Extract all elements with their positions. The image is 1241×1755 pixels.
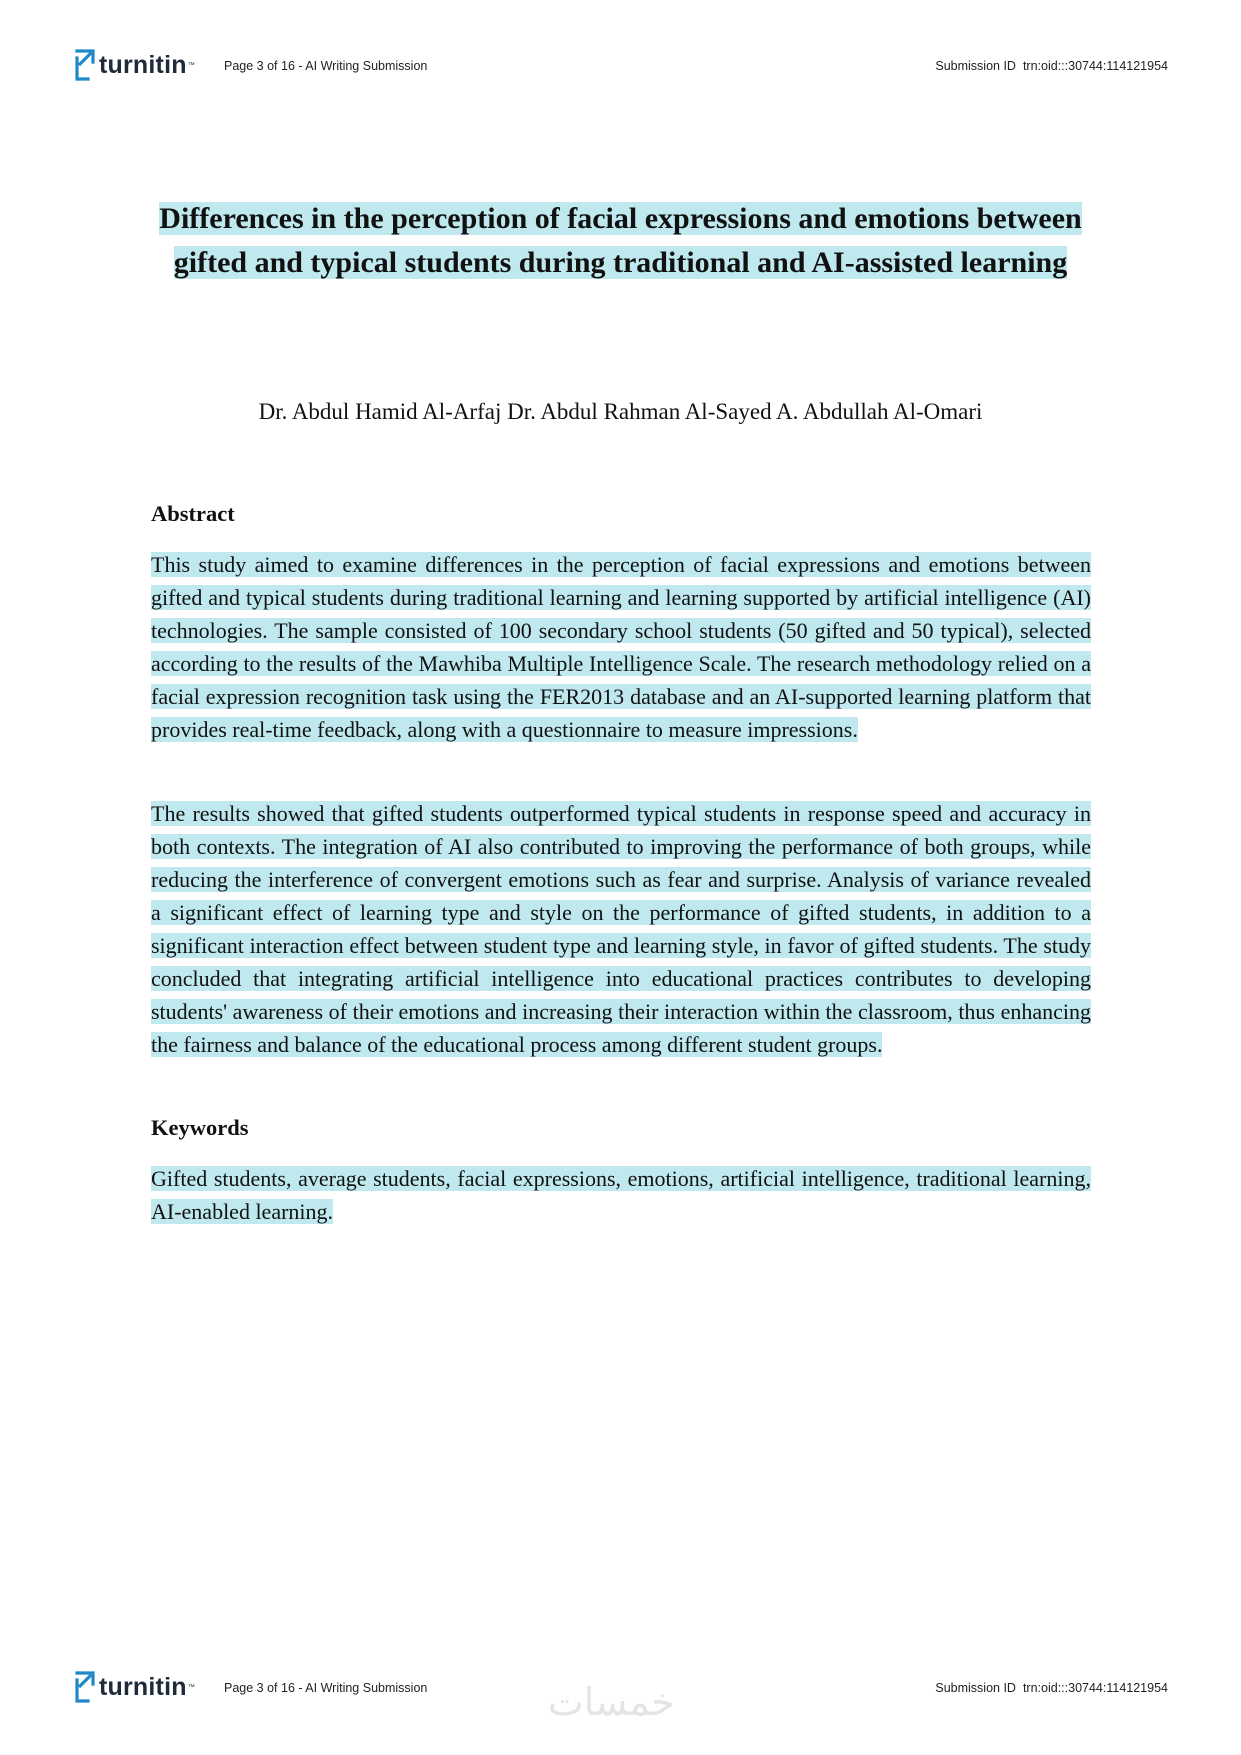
submission-id — [935, 59, 1168, 73]
document-title — [150, 197, 1091, 285]
keywords-heading: Keywords — [151, 1115, 249, 1140]
submission-id-label: Submission ID — [935, 59, 1016, 73]
turnitin-logo-footer — [74, 1670, 195, 1704]
submission-id-footer — [935, 1681, 1168, 1695]
page-header — [0, 46, 1241, 86]
submission-id-label-footer: Submission ID — [935, 1681, 1016, 1695]
keywords-text: Gifted students, average students, facial expressions, emotions, artificial intelligence, traditional learning, AI-enabled learning. — [151, 1166, 1091, 1224]
turnitin-logo — [74, 48, 195, 82]
submission-id-value: trn:oid:::30744:114121954 — [1022, 59, 1168, 73]
abstract-paragraph-2 — [151, 797, 1091, 1061]
logo-wordmark: turnitin — [99, 50, 187, 79]
logo-trademark-footer: ™ — [187, 1683, 195, 1691]
page-info-footer: Page 3 of 16 - AI Writing Submission — [224, 1681, 428, 1695]
keywords-paragraph — [151, 1162, 1091, 1228]
page-info: Page 3 of 16 - AI Writing Submission — [224, 59, 428, 73]
title-text: Differences in the perception of facial expressions and emotions between gifted and typical students during traditional and AI-assisted learning — [159, 202, 1082, 279]
abstract-paragraph-1-text: This study aimed to examine differences in the perception of facial expressions and emotions between gifted and typical students during traditional learning and learning supported by artificial intelligence (AI) technologies. The sample consisted of 100 secondary school students (50 gifted and 50 typical), selected according to the results of the Mawhiba Multiple Intelligence Scale. The research methodology relied on a facial expression recognition task using the FER2013 database and an AI-supported learning platform that provides real-time feedback, along with a questionnaire to measure impressions. — [151, 552, 1091, 742]
turnitin-mark-icon — [74, 48, 96, 82]
watermark: خمسات — [548, 1680, 675, 1724]
logo-trademark: ™ — [187, 61, 195, 69]
abstract-paragraph-2-text: The results showed that gifted students outperformed typical students in response speed and accuracy in both contexts. The integration of AI also contributed to improving the performance of both groups, while reducing the interference of convergent emotions such as fear and surprise. Analysis of variance revealed a significant effect of learning type and style on the performance of gifted students, in addition to a significant interaction effect between student type and learning style, in favor of gifted students. The study concluded that integrating artificial intelligence into educational practices contributes to developing students' awareness of their emotions and increasing their interaction within the classroom, thus enhancing the fairness and balance of the educational process among different student groups. — [151, 801, 1091, 1057]
submission-id-value-footer: trn:oid:::30744:114121954 — [1022, 1681, 1168, 1695]
turnitin-mark-icon — [74, 1670, 96, 1704]
abstract-paragraph-1 — [151, 548, 1091, 746]
abstract-heading: Abstract — [151, 501, 235, 526]
logo-wordmark-footer: turnitin — [99, 1672, 187, 1701]
authors-line: Dr. Abdul Hamid Al-Arfaj Dr. Abdul Rahman Al-Sayed A. Abdullah Al-Omari — [258, 399, 983, 424]
